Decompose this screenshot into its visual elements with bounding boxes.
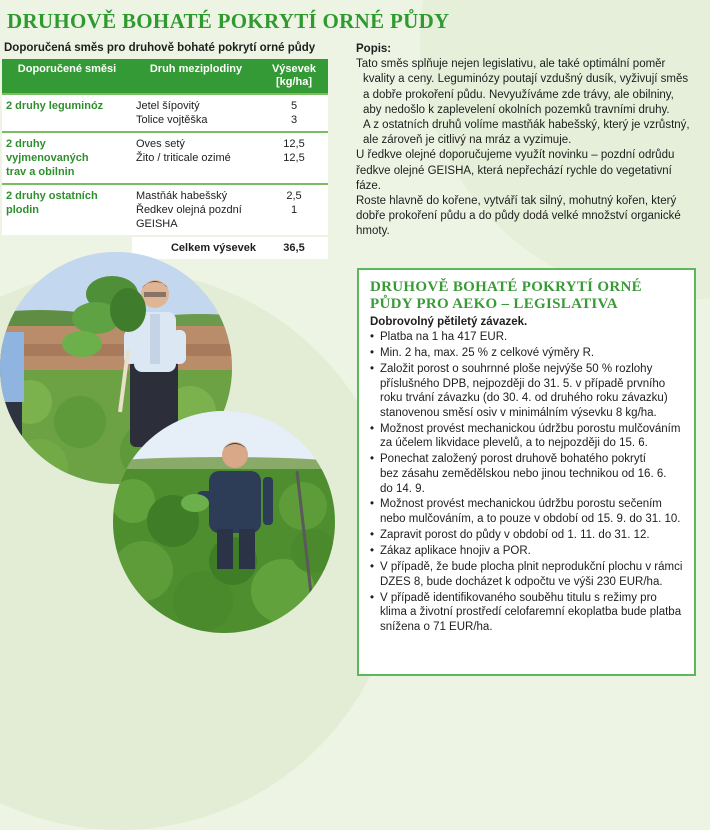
legislation-title — [370, 279, 684, 313]
list-item — [370, 330, 684, 345]
total-row — [2, 236, 328, 259]
table-row — [2, 132, 328, 184]
photo-crop-illustration — [113, 411, 335, 633]
rate-cell — [260, 132, 328, 184]
header-crop: Druh meziplodiny — [132, 59, 260, 94]
list-item-line: příslušného DPB, nejpozději do 31. 5. v případě prvního — [380, 377, 666, 390]
group-name: 2 druhy leguminóz — [2, 94, 132, 132]
crop-cell — [132, 132, 260, 184]
rate-cell — [260, 184, 328, 236]
total-value: 36,5 — [260, 236, 328, 259]
table-header-row — [2, 59, 328, 94]
list-item-line: Platba na 1 ha 417 EUR. — [380, 331, 508, 343]
description-line: ale zároveň je citlivý na mráz a vyzimuje. — [363, 134, 572, 147]
crop-cell — [132, 94, 260, 132]
group-name: 2 druhy ostatních plodin — [2, 184, 132, 236]
list-item-line: Zákaz aplikace hnojiv a POR. — [380, 545, 531, 558]
list-item-line: snížena o 71 EUR/ha. — [380, 620, 493, 633]
crop-name: Mastňák habešský — [136, 190, 228, 202]
description-line: dobře prokoření půdu a do půdy dodá velké množství organické — [356, 210, 681, 223]
list-item — [370, 422, 684, 451]
list-item-line: V případě, že bude plocha plnit neprodukční plochu v rámci — [380, 561, 683, 574]
rate-cell — [260, 94, 328, 132]
total-label: Celkem výsevek — [132, 236, 260, 259]
rate-value: 5 — [290, 100, 298, 112]
page-title: DRUHOVĚ BOHATÉ POKRYTÍ ORNÉ PŮDY — [7, 9, 450, 33]
list-item — [370, 591, 684, 635]
legislation-title-line: DRUHOVĚ BOHATÉ POKRYTÍ ORNÉ — [370, 279, 642, 295]
list-item-line: roku trvání závazku (do 30. 4. od druhého roku závazku) — [380, 392, 668, 405]
rate-value: 3 — [290, 114, 298, 126]
list-item-line: do 14. 9. — [380, 482, 425, 495]
description-block — [356, 42, 696, 240]
description-line: aby nedošlo k zaplevelení okolních pozemků travními druhy. — [363, 103, 670, 116]
crop-name: Ředkev olejná pozdní GEISHA — [136, 204, 242, 230]
rate-value: 2,5 — [286, 190, 302, 202]
header-rate — [260, 59, 328, 94]
description-line: Roste hlavně do kořene, vytváří tak silný, mohutný kořen, který — [356, 195, 677, 208]
crop-name: Oves setý — [136, 138, 185, 150]
rate-value: 12,5 — [283, 152, 305, 164]
rate-value: 12,5 — [283, 138, 305, 150]
list-item-line: stanovenou směsí osiv v minimálním výsevku 8 kg/ha. — [380, 406, 657, 419]
header-mixes: Doporučené směsi — [2, 59, 132, 94]
description-line: ředkve olejné GEISHA, která nepřechází rychle do vegetativní fáze. — [356, 164, 672, 192]
description-line: a dobře prokoření půdu. Nevyužíváme zde trávy, ale obilniny, — [363, 88, 674, 101]
legislation-box — [357, 268, 696, 676]
header-rate-line2: [kg/ha] — [275, 76, 313, 88]
list-item — [370, 497, 684, 526]
legislation-title-line: PŮDY PRO AEKO – LEGISLATIVA — [370, 296, 618, 312]
description-line: A z ostatních druhů volíme mastňák habešský, který je vzrůstný, — [363, 119, 690, 132]
list-item-line: DZES 8, bude docházet k odpočtu ve výši 230 EUR/ha. — [380, 575, 663, 588]
description-line: kvality a ceny. Leguminózy poutají vzdušný dusík, vyživují směs — [363, 73, 689, 86]
header-rate-line1: Výsevek — [271, 63, 317, 75]
list-item — [370, 528, 684, 543]
crop-cell — [132, 184, 260, 236]
list-item-line: bez zásahu zemědělskou nebo jinou technikou od 16. 6. — [380, 467, 667, 480]
description-line: Tato směs splňuje nejen legislativu, ale také optimální poměr — [356, 58, 666, 71]
list-item-line: Ponechat založený porost druhově bohatého pokrytí — [380, 453, 646, 466]
list-item — [370, 346, 684, 361]
list-item-line: nebo mulčováním, a to pouze v období od 15. 9. do 31. 10. — [380, 513, 681, 526]
table-row — [2, 94, 328, 132]
list-item-line: Možnost provést mechanickou údržbu porostu mulčováním — [380, 422, 681, 435]
crop-name: Tolice vojtěška — [136, 114, 208, 126]
group-name-line: 2 druhy vyjmenovaných — [6, 138, 89, 164]
list-item-line: V případě identifikovaného souběhu titulu s režimy pro — [380, 591, 657, 604]
list-item-line: Možnost provést mechanickou údržbu porostu sečením — [380, 498, 662, 511]
list-item-line: klima a životní prostředí celofaremní ekoplatba bude platba — [380, 606, 682, 619]
legislation-list — [370, 330, 684, 634]
crop-name: Žito / triticale ozimé — [136, 152, 231, 164]
list-item — [370, 544, 684, 559]
description-line: U ředkve olejné doporučujeme využít novinku – pozdní odrůdu — [356, 149, 675, 162]
legislation-subtitle: Dobrovolný pětiletý závazek. — [370, 316, 528, 328]
list-item-line: Zapravit porost do půdy v období od 1. 11. do 31. 12. — [380, 529, 650, 542]
crop-name: Jetel šípovitý — [136, 100, 200, 112]
rate-value: 1 — [290, 204, 298, 216]
photo-farmer-in-crop — [113, 411, 335, 633]
description-line: hmoty. — [356, 225, 390, 238]
table-caption: Doporučená směs pro druhově bohaté pokrytí orné půdy — [4, 42, 316, 54]
seed-mix-table — [2, 59, 328, 259]
group-name-line: trav a obilnin — [6, 166, 75, 178]
list-item-line: Založit porost o souhrnné ploše nejvýše 50 % rozlohy — [380, 362, 653, 375]
table-row — [2, 184, 328, 236]
list-item — [370, 452, 684, 496]
list-item — [370, 362, 684, 420]
list-item-line: za účelem likvidace plevelů, a to nejpozději do 15. 6. — [380, 437, 648, 450]
list-item — [370, 560, 684, 589]
description-title: Popis: — [356, 43, 392, 55]
group-name — [2, 132, 132, 184]
list-item-line: Min. 2 ha, max. 25 % z celkové výměry R. — [380, 346, 595, 359]
